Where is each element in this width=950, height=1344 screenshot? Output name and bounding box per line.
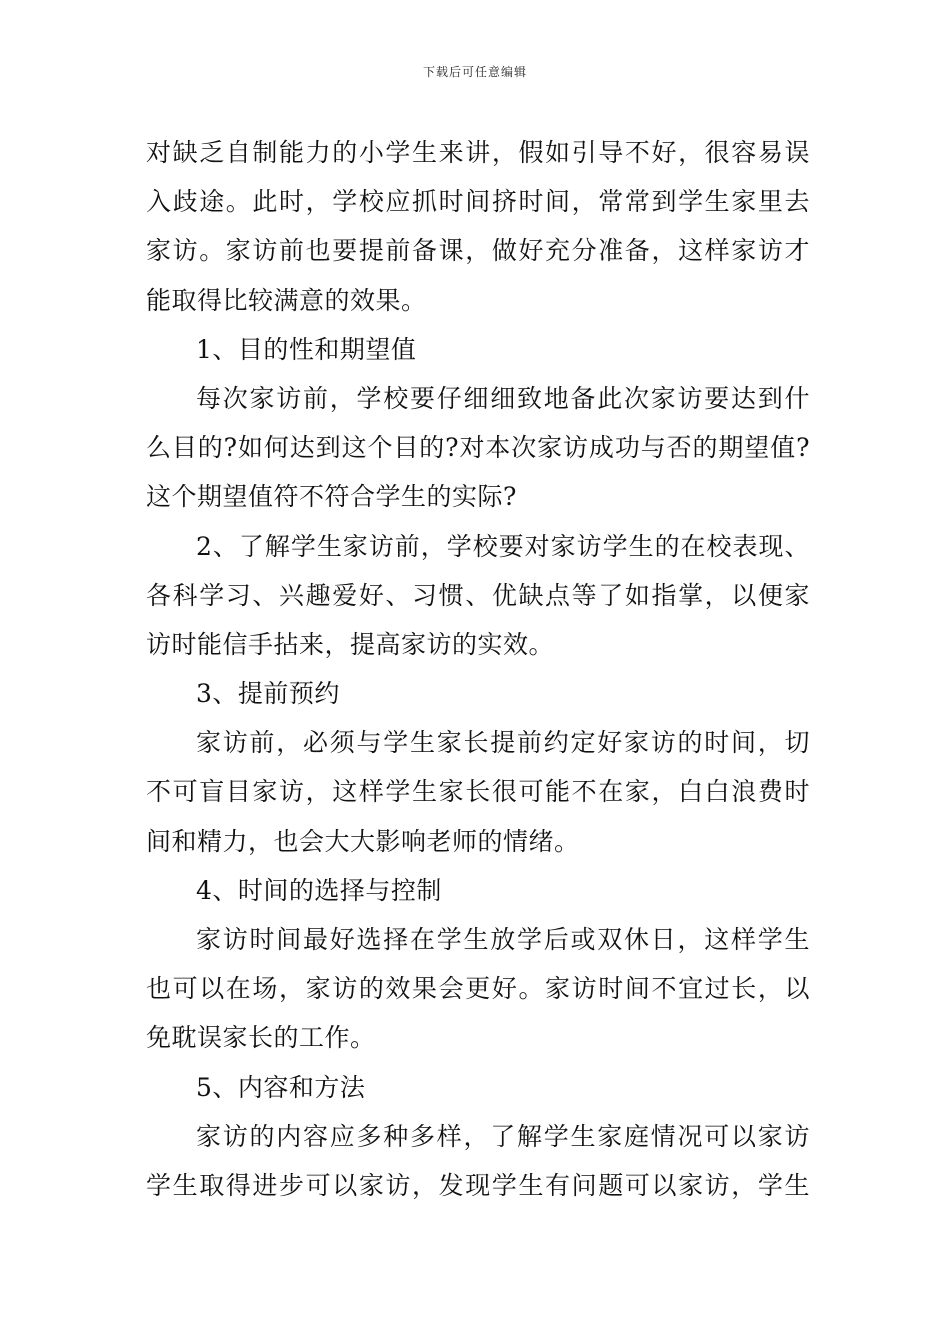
paragraph-line: 也可以在场，家访的效果会更好。家访时间不宜过长，以 bbox=[146, 974, 810, 1004]
paragraph-line: 各科学习、兴趣爱好、习惯、优缺点等了如指掌，以便家 bbox=[146, 580, 810, 610]
paragraph-line: 对缺乏自制能力的小学生来讲，假如引导不好，很容易误 bbox=[146, 138, 810, 167]
paragraph-line: 访时能信手拈来，提高家访的实效。 bbox=[146, 629, 555, 659]
paragraph-line: 么目的?如何达到这个目的?对本次家访成功与否的期望值? bbox=[146, 433, 810, 463]
paragraph-line: 学生取得进步可以家访，发现学生有问题可以家访，学生 bbox=[146, 1170, 810, 1200]
paragraph-line: 间和精力，也会大大影响老师的情绪。 bbox=[146, 826, 580, 856]
paragraph-line: 2、了解学生家访前，学校要对家访学生的在校表现、 bbox=[196, 531, 810, 561]
section-heading: 3、提前预约 bbox=[196, 679, 340, 709]
page-header: 下载后可任意编辑 bbox=[422, 65, 527, 79]
paragraph-line: 入歧途。此时，学校应抓时间挤时间，常常到学生家里去 bbox=[146, 187, 810, 217]
section-heading: 5、内容和方法 bbox=[196, 1072, 366, 1102]
paragraph-line: 能取得比较满意的效果。 bbox=[146, 285, 427, 315]
document-body bbox=[146, 128, 810, 1210]
paragraph-line: 免耽误家长的工作。 bbox=[146, 1023, 376, 1053]
paragraph-line: 家访的内容应多种多样，了解学生家庭情况可以家访 bbox=[196, 1121, 810, 1151]
paragraph-line: 这个期望值符不符合学生的实际? bbox=[146, 482, 517, 512]
paragraph-line: 每次家访前，学校要仔细细致地备此次家访要达到什 bbox=[196, 383, 810, 413]
paragraph-line: 不可盲目家访，这样学生家长很可能不在家，白白浪费时 bbox=[146, 777, 810, 807]
section-heading: 1、目的性和期望值 bbox=[196, 334, 417, 364]
section-heading: 4、时间的选择与控制 bbox=[196, 875, 442, 905]
paragraph-line: 家访时间最好选择在学生放学后或双休日，这样学生 bbox=[196, 925, 810, 954]
paragraph-line: 家访。家访前也要提前备课，做好充分准备，这样家访才 bbox=[146, 236, 810, 266]
paragraph-line: 家访前，必须与学生家长提前约定好家访的时间，切 bbox=[196, 728, 810, 758]
